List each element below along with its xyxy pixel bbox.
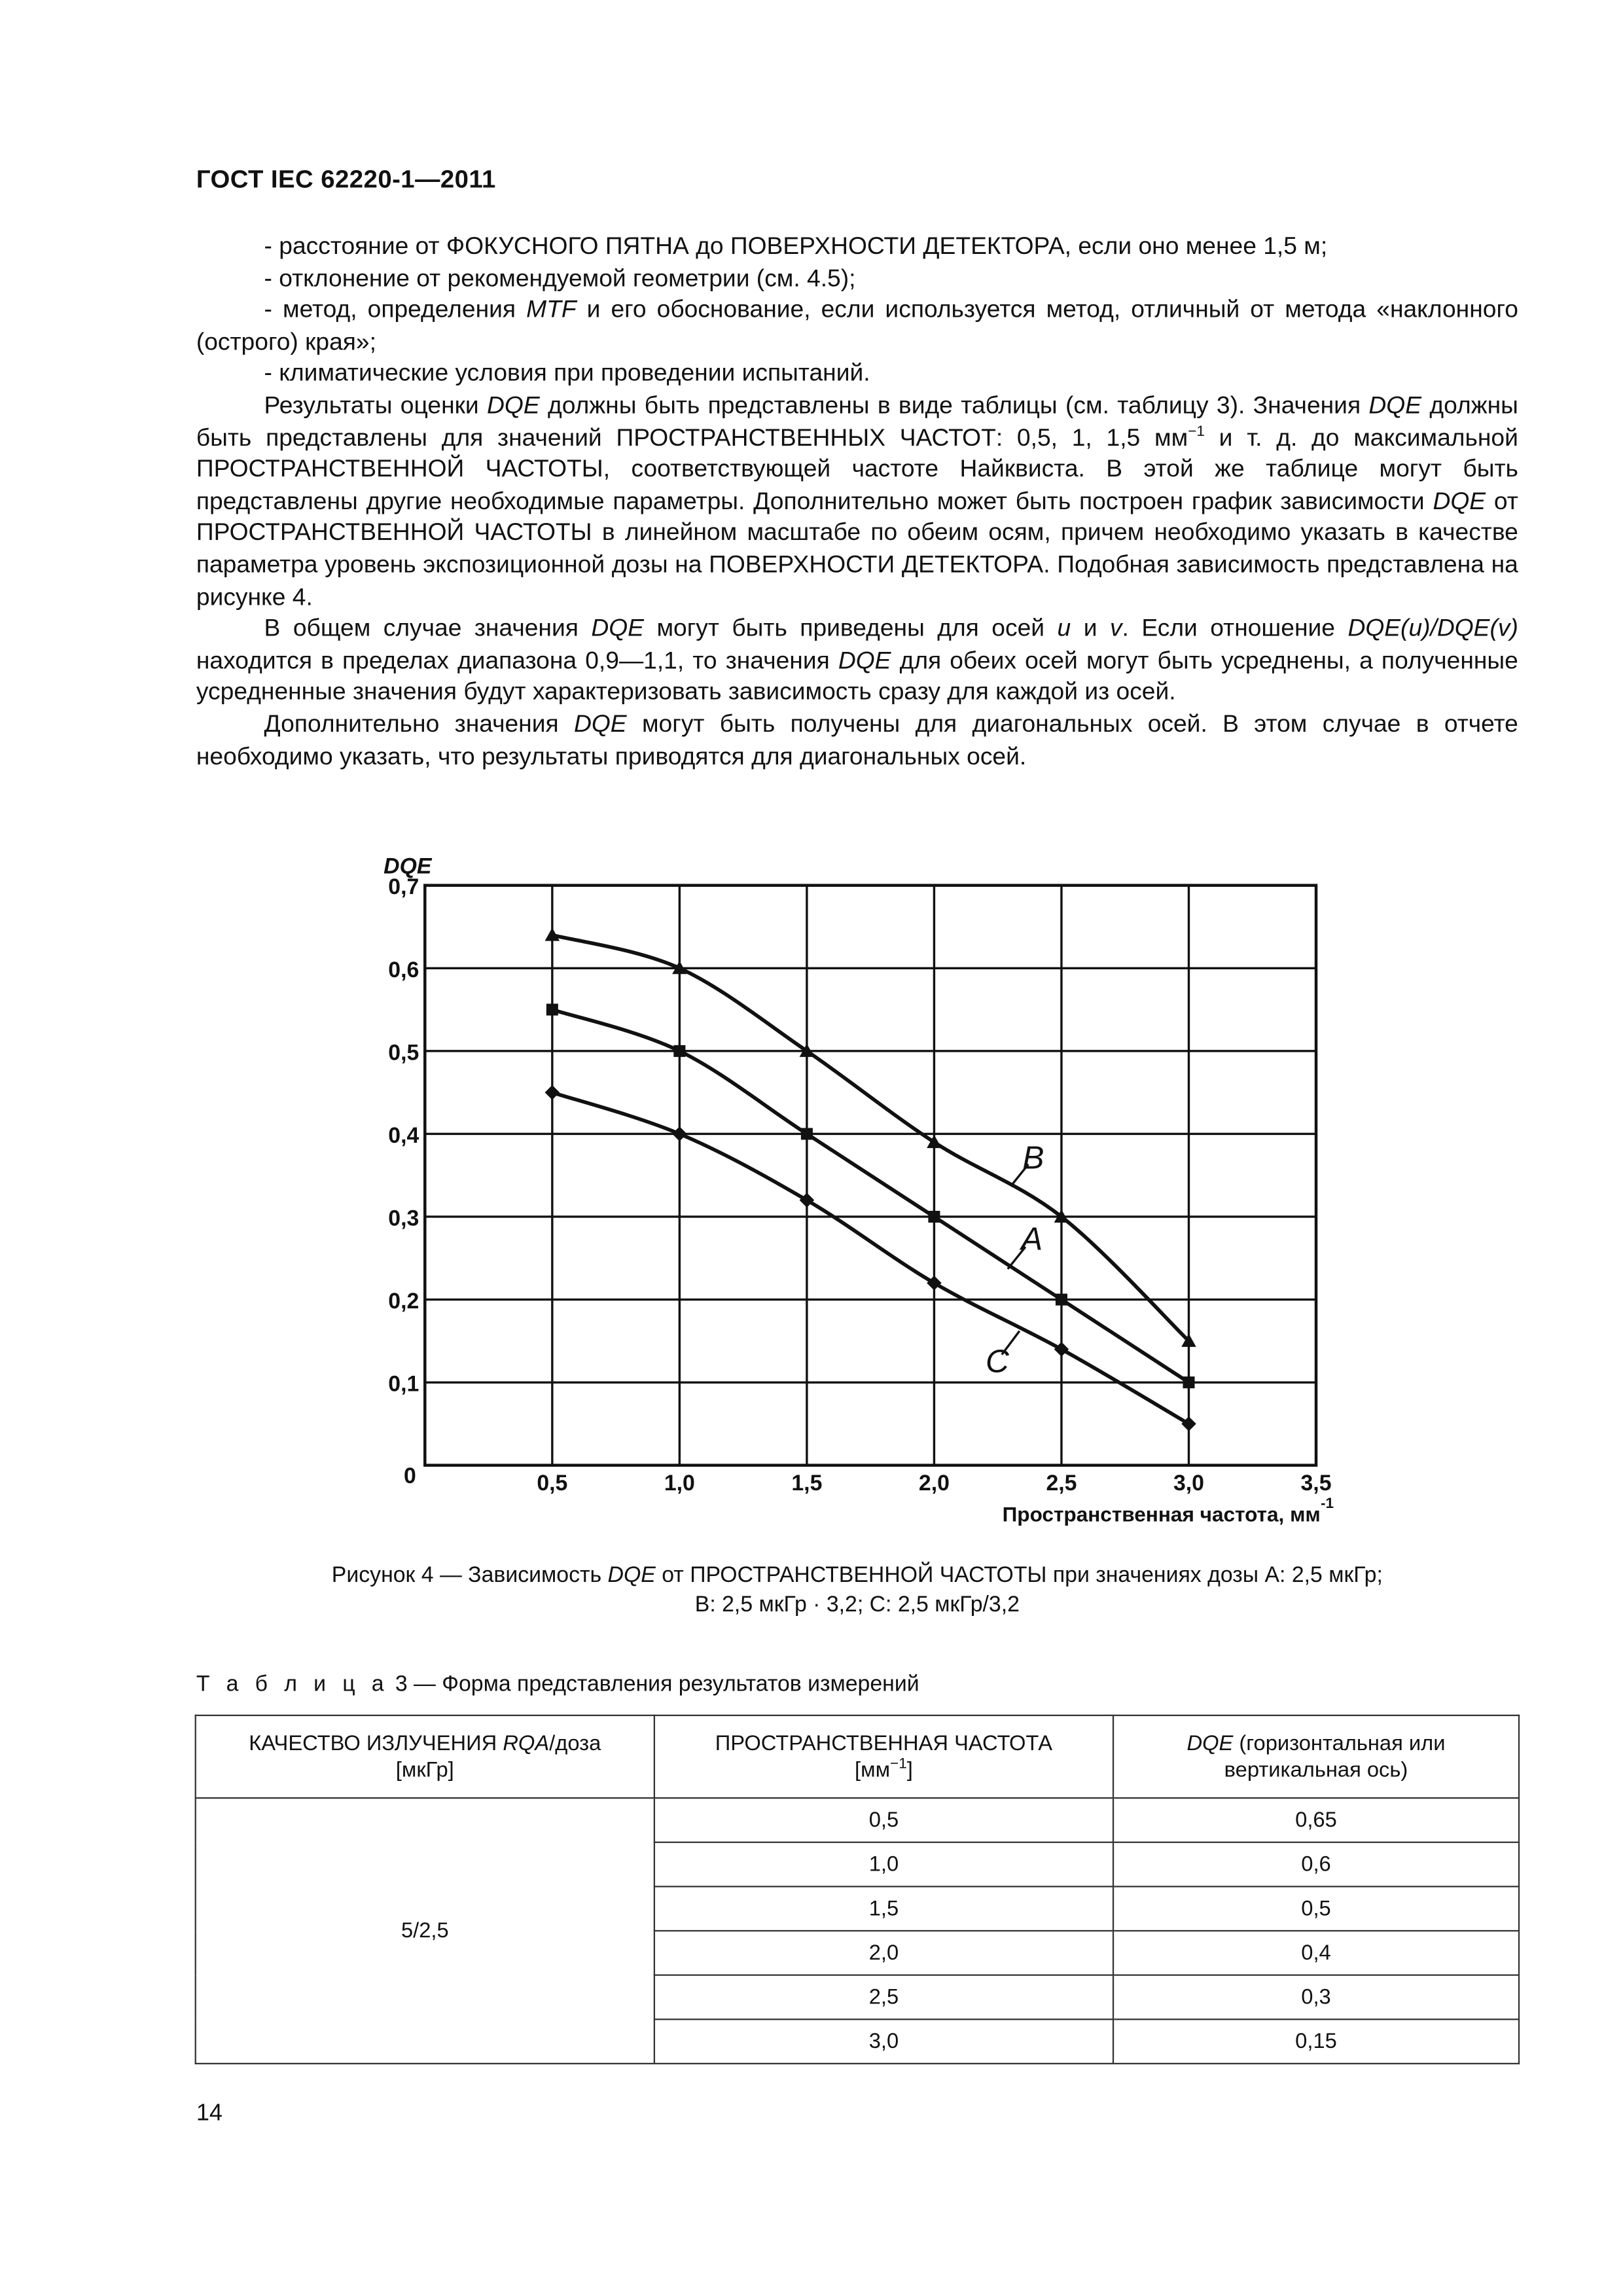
y-tick-label: 0,1: [388, 1371, 419, 1397]
y-tick-label: 0,2: [388, 1289, 419, 1314]
x-tick-label: 2,5: [1046, 1471, 1077, 1496]
cell-quality: 5/2,5: [196, 1798, 654, 2064]
list-item-mtf-method: - метод, определения MTF и его обоснование, если используется метод, отличный от метода «наклонного (острого) края»;: [196, 296, 1518, 355]
square-marker: [546, 1004, 558, 1016]
cell-frequency: 1,0: [654, 1842, 1113, 1887]
cell-frequency: 2,5: [654, 1975, 1113, 2020]
series-label-c: C: [986, 1342, 1009, 1380]
cell-dqe: 0,3: [1113, 1975, 1519, 2020]
cell-frequency: 3,0: [654, 2019, 1113, 2064]
series-label-a: A: [1021, 1220, 1043, 1257]
paragraph-axes: В общем случае значения DQE могут быть приведены для осей u и v. Если отношение DQE(u)/DQE(v) находится в пределах диапазона 0,9—1,1, то значения DQE для обеих осей могут быть усреднены, а полученные усредненные значения будут характеризовать зависимость сразу для каждой из осей.: [196, 615, 1518, 706]
chart-series: [545, 927, 1196, 1431]
y-tick-label: 0,5: [388, 1040, 419, 1066]
cell-dqe: 0,65: [1113, 1798, 1519, 1842]
header-radiation-quality: КАЧЕСТВО ИЗЛУЧЕНИЯ RQA/доза [мкГр]: [196, 1715, 654, 1798]
x-axis-label-sup: -1: [1321, 1495, 1334, 1512]
square-marker: [1056, 1294, 1067, 1306]
header-spatial-frequency: ПРОСТРАНСТВЕННАЯ ЧАСТОТА $[мм^{-1}]$: [654, 1715, 1113, 1798]
document-header: ГОСТ IEC 62220-1—2011: [196, 165, 496, 194]
square-marker: [801, 1128, 813, 1139]
y-tick-label: 0,3: [388, 1206, 419, 1231]
cell-frequency: 1,5: [654, 1886, 1113, 1931]
y-tick-label: 0,6: [388, 957, 419, 982]
triangle-marker: [545, 927, 560, 941]
diamond-marker: [545, 1085, 560, 1100]
paragraph-diagonal: Дополнительно значения DQE могут быть получены для диагональных осей. В этом случае в отчете необходимо указать, что результаты приводятся для диагональных осей.: [196, 711, 1518, 770]
list-item-geometry: - отклонение от рекомендуемой геометрии (см. 4.5);: [264, 264, 856, 292]
x-tick-label: 1,5: [791, 1471, 823, 1496]
table-row: [196, 1798, 1519, 1842]
list-item-focal-distance: - расстояние от ФОКУСНОГО ПЯТНА до ПОВЕРХНОСТИ ДЕТЕКТОРА, если оно менее 1,5 м;: [264, 233, 1328, 260]
cell-dqe: 0,6: [1113, 1842, 1519, 1887]
caption-line-1: Рисунок 4 — Зависимость DQE от ПРОСТРАНСТВЕННОЙ ЧАСТОТЫ при значениях дозы A: 2,5 мкГр;: [331, 1562, 1383, 1588]
diamond-marker: [672, 1126, 687, 1141]
paragraph-results: Результаты оценки DQE должны быть представлены в виде таблицы (см. таблицу 3). Значения DQE должны быть представлены для значений ПРОСТРАНСТВЕННЫХ ЧАСТОТ: 0,5, 1, 1,5 $мм^{-1}$ и т. д. до максимальной ПРОСТРАНСТВЕННОЙ ЧАСТОТЫ, соответствующей частоте Найквиста. В этой же таблице могут быть представлены другие необходимые параметры. Дополнительно может быть построен график зависимости DQE от ПРОСТРАНСТВЕННОЙ ЧАСТОТЫ в линейном масштабе по обеим осям, причем необходимо указать в качестве параметра уровень экспозиционной дозы на ПОВЕРХНОСТИ ДЕТЕКТОРА. Подобная зависимость представлена на рисунке 4.: [196, 392, 1518, 611]
page-number: 14: [196, 2101, 223, 2126]
origin-label: 0: [403, 1463, 416, 1488]
table-title: Т а б л и ц а 3 — Форма представления результатов измерений: [196, 1672, 919, 1697]
series-label-b: B: [1022, 1139, 1044, 1176]
header-dqe: DQE (горизонтальная или вертикальная ось): [1113, 1715, 1519, 1798]
caption-line-2: B: 2,5 мкГр · 3,2; C: 2,5 мкГр/3,2: [694, 1591, 1020, 1617]
y-axis-label: DQE: [383, 853, 432, 879]
table-header-row: [196, 1715, 1519, 1798]
x-tick-label: 3,5: [1300, 1471, 1332, 1496]
y-tick-label: 0,4: [388, 1122, 419, 1148]
cell-dqe: 0,15: [1113, 2019, 1519, 2064]
series-line-a: [552, 1010, 1189, 1383]
cell-frequency: 2,0: [654, 1931, 1113, 1975]
results-table: [195, 1715, 1520, 2064]
x-tick-label: 2,0: [918, 1471, 950, 1496]
y-tick-label: 0,7: [388, 874, 419, 900]
x-tick-label: 3,0: [1173, 1471, 1204, 1496]
cell-dqe: 0,5: [1113, 1886, 1519, 1931]
diamond-marker: [1054, 1342, 1069, 1357]
series-line-c: [552, 1092, 1189, 1424]
square-marker: [673, 1045, 685, 1057]
square-marker: [928, 1211, 940, 1223]
x-tick-label: 1,0: [664, 1471, 695, 1496]
x-tick-label: 0,5: [537, 1471, 568, 1496]
cell-dqe: 0,4: [1113, 1931, 1519, 1975]
x-axis-label: Пространственная частота, мм: [1002, 1502, 1321, 1526]
figure-caption: [196, 1561, 1518, 1619]
series-line-b: [552, 935, 1189, 1341]
list-item-climate: - климатические условия при проведении испытаний.: [264, 360, 870, 387]
cell-frequency: 0,5: [654, 1798, 1113, 1842]
square-marker: [1183, 1376, 1194, 1388]
